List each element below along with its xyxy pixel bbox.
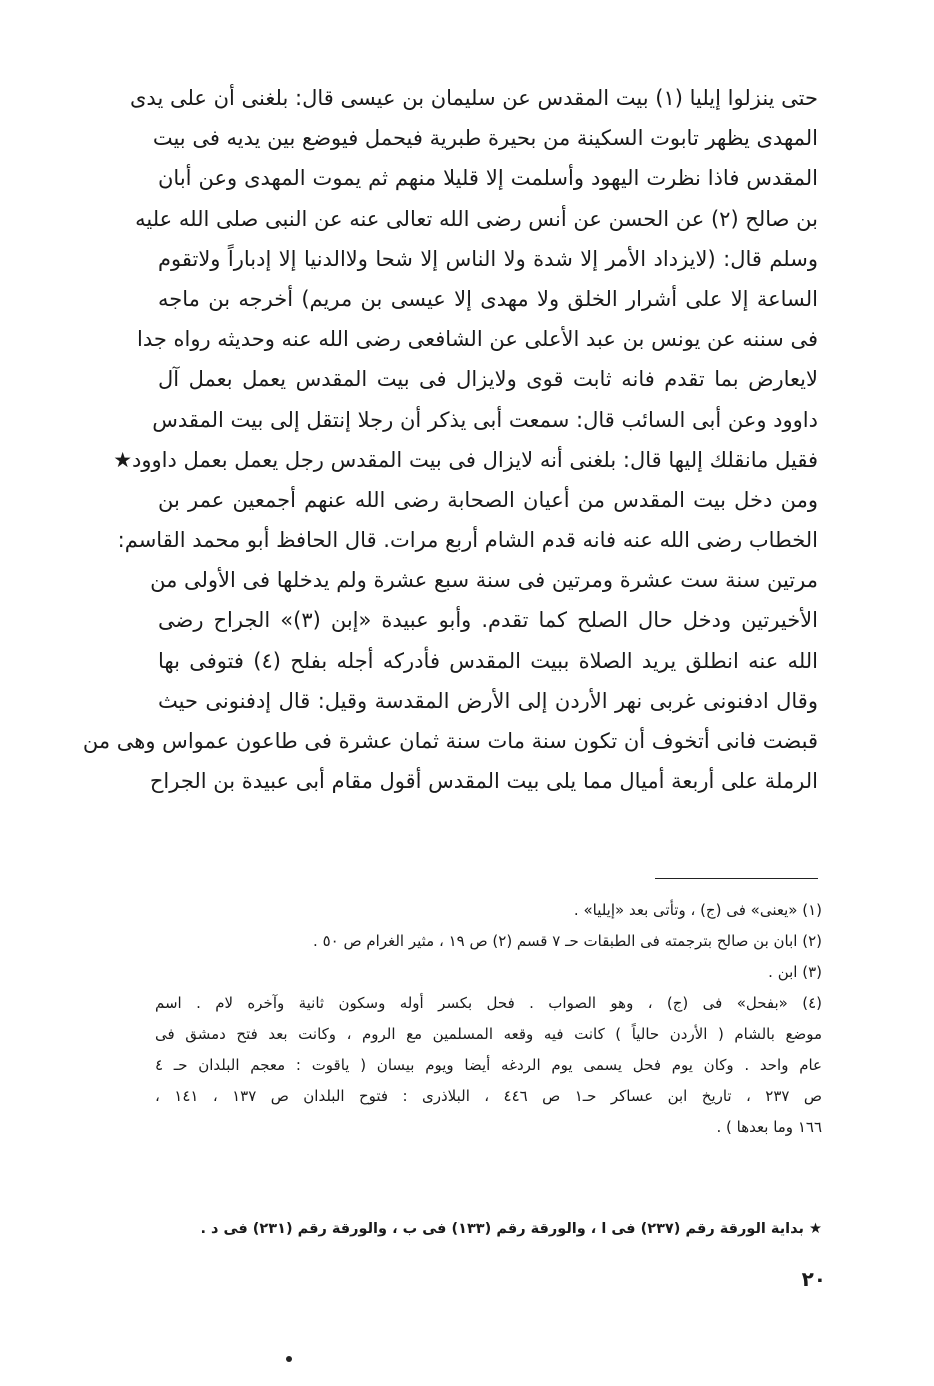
text-line: بن صالح (٢) عن الحسن عن أنس رضى الله تعالى عنه عن النبى صلى الله عليه (135, 206, 818, 231)
text-line: وقال ادفنونى غربى نهر الأردن إلى الأرض المقدسة وقيل: قال إدفنونى حيث (158, 688, 818, 713)
footnote-4-line: (٤) «بفحل» فى (ج) ، وهو الصواب . فحل بكسر أوله وسكون ثانية وآخره لام . اسم (155, 994, 822, 1012)
text-line: مرتين سنة ست عشرة ومرتين فى سنة سبع عشرة ولم يدخلها فى الأولى من (150, 568, 818, 593)
text-line: وسلم قال: (لايزداد الأمر إلا شدة ولا الناس إلا شحا ولاالدنيا إلا إدباراً ولاتقوم (158, 246, 818, 271)
ink-speck (286, 1356, 292, 1362)
footnote-4-line: ص ٢٣٧ ، تاريخ ابن عساكر حـ١ ص ٤٤٦ ، البلاذرى : فتوح البلدان ص ١٣٧ ، ١٤١ ، (155, 1087, 823, 1105)
text-line: الله عنه انطلق يريد الصلاة ببيت المقدس فأدركه أجله بفلح (٤) فتوفى بها (158, 648, 819, 673)
footnote-4-line: ١٦٦ وما بعدها ) . (716, 1118, 822, 1136)
text-line: فى سننه عن يونس بن عبد الأعلى عن الشافعى رضى الله عنه وحديثه رواه جدا (136, 327, 818, 352)
text-line: داوود وعن أبى السائب قال: سمعت أبى يذكر أن رجلا إنتقل إلى بيت المقدس (152, 407, 818, 432)
footnote-2: (٢) ابان بن صالح بترجمته فى الطبقات حـ ٧ قسم (٢) ص ١٩ ، مثير الغرام ص ٥٠ . (313, 932, 822, 950)
footnote-4-line: موضع بالشام ( الأردن حالياً ) كانت فيه وقعه المسلمين مع الروم ، وكانت بعد فتح دمشق فى (155, 1025, 822, 1043)
text-line: ومن دخل بيت المقدس من أعيان الصحابة رضى الله عنهم أجمعين عمر بن (158, 487, 818, 512)
main-text-body (82, 78, 819, 801)
text-line: المقدس فاذا نظرت اليهود وأسلمت إلا قليلا منهم ثم يموت المهدى وعن أبان (158, 166, 818, 191)
text-line: الرملة على أربعة أميال مما يلى بيت المقدس أقول مقام أبى عبيدة بن الجراح (149, 769, 818, 794)
page-number: ٢٠ (801, 1267, 826, 1291)
footnote-divider (655, 878, 818, 879)
text-line: قبضت فانى أتخوف أن تكون سنة مات سنة ثمان عشرة فى طاعون عمواس وهى من (82, 729, 818, 753)
text-line: لايعارض بما تقدم فانه ثابت قوى ولايزال فى بيت المقدس يعمل بعمل آل (158, 367, 818, 392)
footnote-4-line: عام واحد . وكان يوم فحل يسمى يوم الردغه أيضا ويوم بيسان ( ياقوت : معجم البلدان حـ ٤ (155, 1056, 822, 1074)
footnotes-section (155, 895, 822, 1143)
text-line: حتى ينزلوا إيليا (١) بيت المقدس عن سليمان بن عيسى قال: بلغنى أن على يدى (129, 86, 818, 110)
footnote-3: (٣) ابن . (768, 963, 822, 981)
text-line: الأخيرتين ودخل حال الصلح كما تقدم. وأبو عبيدة «إبن (٣)» الجراح رضى (158, 608, 818, 633)
text-line: المهدى يظهر تابوت السكينة من بحيرة طبرية فيحمل فيوضع بين يديه فى بيت (152, 126, 818, 151)
footnote-1: (١) «يعنى» فى (ج) ، وتأتى بعد «إيليا» . (573, 901, 822, 919)
text-line: الخطاب رضى الله عنه فانه قدم الشام أربع مرات. قال الحافظ أبو محمد القاسم: (117, 528, 818, 553)
manuscript-source-note: ★ بداية الورقة رقم (٢٣٧) فى ا ، والورقة رقم (١٣٣) فى ب ، والورقة رقم (٢٣١) فى د . (200, 1221, 822, 1237)
text-line: فقيل مانقلك إليها قال: بلغنى أنه لايزال فى بيت المقدس رجل يعمل بعمل داوود★ (113, 447, 818, 472)
text-line: الساعة إلا على أشرار الخلق ولا مهدى إلا عيسى بن مريم) أخرجه بن ماجه (158, 286, 818, 311)
